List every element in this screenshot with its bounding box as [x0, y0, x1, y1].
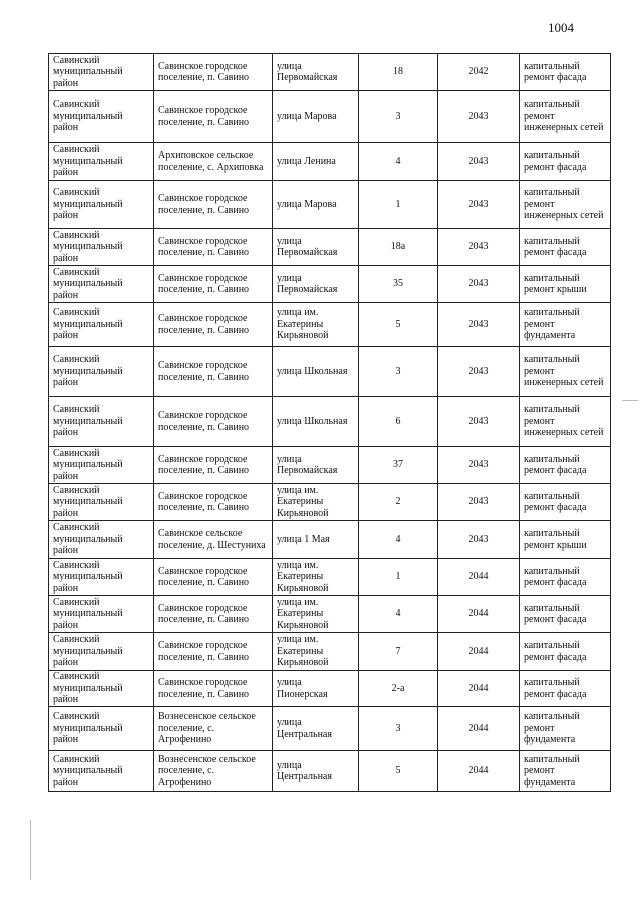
- table-row: [49, 633, 611, 671]
- cell-settlement: Савинское городское поселение, п. Савино: [154, 181, 273, 229]
- cell-year: 2043: [438, 303, 520, 347]
- cell-work: капитальный ремонт крыши: [520, 521, 611, 559]
- cell-work: капитальный ремонт фасада: [520, 143, 611, 181]
- cell-street: улица им. Екатерины Кирьяновой: [273, 484, 359, 521]
- cell-house: 2-а: [359, 671, 438, 707]
- cell-street: улица Центральная: [273, 751, 359, 792]
- cell-work: капитальный ремонт фундамента: [520, 751, 611, 792]
- cell-house: 4: [359, 596, 438, 633]
- cell-year: 2043: [438, 397, 520, 447]
- page-number: 1004: [548, 20, 574, 35]
- table-row: [49, 266, 611, 303]
- table-row: [49, 596, 611, 633]
- cell-district: Савинский муниципальный район: [49, 521, 154, 559]
- cell-work: капитальный ремонт фундамента: [520, 303, 611, 347]
- cell-house: 5: [359, 751, 438, 792]
- cell-work: капитальный ремонт крыши: [520, 266, 611, 303]
- cell-settlement: Савинское городское поселение, п. Савино: [154, 447, 273, 484]
- table-row: [49, 229, 611, 266]
- cell-settlement: Савинское городское поселение, п. Савино: [154, 559, 273, 596]
- cell-work: капитальный ремонт фасада: [520, 559, 611, 596]
- cell-house: 37: [359, 447, 438, 484]
- cell-street: улица Первомайская: [273, 54, 359, 91]
- cell-house: 7: [359, 633, 438, 671]
- cell-house: 3: [359, 347, 438, 397]
- cell-settlement: Савинское городское поселение, п. Савино: [154, 54, 273, 91]
- table-row: [49, 559, 611, 596]
- cell-street: улица им. Екатерины Кирьяновой: [273, 559, 359, 596]
- cell-year: 2043: [438, 521, 520, 559]
- cell-street: улица им. Екатерины Кирьяновой: [273, 633, 359, 671]
- cell-district: Савинский муниципальный район: [49, 633, 154, 671]
- scan-artifact: [622, 400, 638, 401]
- table-row: [49, 54, 611, 91]
- cell-settlement: Савинское городское поселение, п. Савино: [154, 91, 273, 143]
- cell-work: капитальный ремонт фасада: [520, 633, 611, 671]
- cell-district: Савинский муниципальный район: [49, 707, 154, 751]
- cell-house: 4: [359, 521, 438, 559]
- cell-district: Савинский муниципальный район: [49, 181, 154, 229]
- cell-year: 2044: [438, 671, 520, 707]
- cell-house: 1: [359, 559, 438, 596]
- cell-year: 2044: [438, 596, 520, 633]
- cell-settlement: Савинское городское поселение, п. Савино: [154, 229, 273, 266]
- table-row: [49, 707, 611, 751]
- repair-schedule-table: [48, 53, 611, 792]
- cell-settlement: Савинское городское поселение, п. Савино: [154, 484, 273, 521]
- cell-house: 3: [359, 91, 438, 143]
- table-row: [49, 484, 611, 521]
- cell-work: капитальный ремонт фасада: [520, 447, 611, 484]
- cell-year: 2044: [438, 559, 520, 596]
- cell-district: Савинский муниципальный район: [49, 397, 154, 447]
- cell-street: улица 1 Мая: [273, 521, 359, 559]
- cell-district: Савинский муниципальный район: [49, 447, 154, 484]
- cell-year: 2043: [438, 484, 520, 521]
- cell-street: улица Центральная: [273, 707, 359, 751]
- cell-street: улица Ленина: [273, 143, 359, 181]
- cell-settlement: Савинское сельское поселение, д. Шестуниха: [154, 521, 273, 559]
- cell-year: 2043: [438, 447, 520, 484]
- cell-year: 2043: [438, 347, 520, 397]
- cell-year: 2044: [438, 707, 520, 751]
- table-row: [49, 143, 611, 181]
- cell-work: капитальный ремонт фасада: [520, 229, 611, 266]
- cell-work: капитальный ремонт инженерных сетей: [520, 91, 611, 143]
- cell-street: улица им. Екатерины Кирьяновой: [273, 303, 359, 347]
- cell-house: 1: [359, 181, 438, 229]
- cell-district: Савинский муниципальный район: [49, 143, 154, 181]
- cell-house: 35: [359, 266, 438, 303]
- table-row: [49, 751, 611, 792]
- table-row: [49, 397, 611, 447]
- cell-street: улица Марова: [273, 181, 359, 229]
- table-row: [49, 521, 611, 559]
- cell-work: капитальный ремонт фасада: [520, 484, 611, 521]
- cell-work: капитальный ремонт инженерных сетей: [520, 181, 611, 229]
- cell-district: Савинский муниципальный район: [49, 484, 154, 521]
- cell-settlement: Савинское городское поселение, п. Савино: [154, 347, 273, 397]
- cell-settlement: Вознесенское сельское поселение, с. Агрофенино: [154, 707, 273, 751]
- cell-house: 6: [359, 397, 438, 447]
- table-row: [49, 303, 611, 347]
- cell-year: 2043: [438, 143, 520, 181]
- cell-district: Савинский муниципальный район: [49, 229, 154, 266]
- table-row: [49, 447, 611, 484]
- cell-street: улица Школьная: [273, 347, 359, 397]
- cell-house: 2: [359, 484, 438, 521]
- cell-settlement: Савинское городское поселение, п. Савино: [154, 671, 273, 707]
- cell-year: 2043: [438, 181, 520, 229]
- cell-street: улица Пионерская: [273, 671, 359, 707]
- cell-house: 18: [359, 54, 438, 91]
- cell-district: Савинский муниципальный район: [49, 91, 154, 143]
- cell-year: 2044: [438, 633, 520, 671]
- cell-house: 3: [359, 707, 438, 751]
- cell-year: 2043: [438, 91, 520, 143]
- cell-district: Савинский муниципальный район: [49, 347, 154, 397]
- cell-street: улица Марова: [273, 91, 359, 143]
- cell-district: Савинский муниципальный район: [49, 671, 154, 707]
- cell-district: Савинский муниципальный район: [49, 596, 154, 633]
- cell-district: Савинский муниципальный район: [49, 303, 154, 347]
- cell-year: 2044: [438, 751, 520, 792]
- cell-work: капитальный ремонт инженерных сетей: [520, 397, 611, 447]
- cell-house: 4: [359, 143, 438, 181]
- cell-street: улица Первомайская: [273, 229, 359, 266]
- table-row: [49, 91, 611, 143]
- cell-settlement: Савинское городское поселение, п. Савино: [154, 303, 273, 347]
- cell-work: капитальный ремонт фасада: [520, 671, 611, 707]
- cell-street: улица Первомайская: [273, 447, 359, 484]
- cell-district: Савинский муниципальный район: [49, 54, 154, 91]
- cell-settlement: Савинское городское поселение, п. Савино: [154, 397, 273, 447]
- cell-street: улица Первомайская: [273, 266, 359, 303]
- cell-settlement: Вознесенское сельское поселение, с. Агрофенино: [154, 751, 273, 792]
- cell-settlement: Савинское городское поселение, п. Савино: [154, 633, 273, 671]
- table-row: [49, 181, 611, 229]
- cell-district: Савинский муниципальный район: [49, 559, 154, 596]
- cell-work: капитальный ремонт фасада: [520, 596, 611, 633]
- table-row: [49, 347, 611, 397]
- cell-district: Савинский муниципальный район: [49, 266, 154, 303]
- table-row: [49, 671, 611, 707]
- cell-settlement: Савинское городское поселение, п. Савино: [154, 266, 273, 303]
- cell-year: 2043: [438, 266, 520, 303]
- cell-settlement: Архиповское сельское поселение, с. Архиповка: [154, 143, 273, 181]
- cell-house: 18а: [359, 229, 438, 266]
- cell-house: 5: [359, 303, 438, 347]
- cell-work: капитальный ремонт фундамента: [520, 707, 611, 751]
- cell-work: капитальный ремонт фасада: [520, 54, 611, 91]
- cell-year: 2043: [438, 229, 520, 266]
- cell-year: 2042: [438, 54, 520, 91]
- cell-work: капитальный ремонт инженерных сетей: [520, 347, 611, 397]
- cell-settlement: Савинское городское поселение, п. Савино: [154, 596, 273, 633]
- cell-street: улица Школьная: [273, 397, 359, 447]
- cell-district: Савинский муниципальный район: [49, 751, 154, 792]
- cell-street: улица им. Екатерины Кирьяновой: [273, 596, 359, 633]
- scan-artifact: [30, 820, 31, 880]
